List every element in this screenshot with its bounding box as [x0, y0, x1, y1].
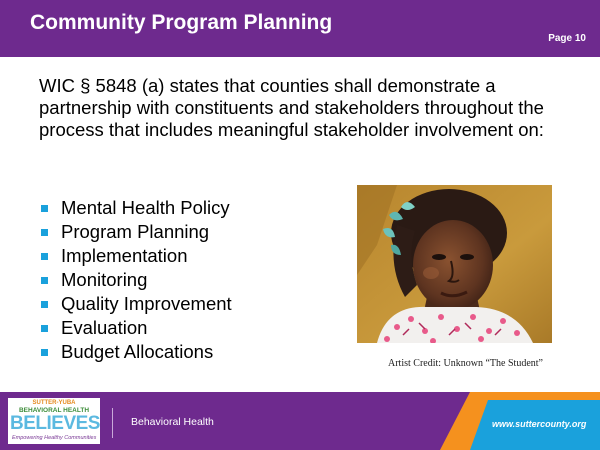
- bullet-text: Program Planning: [61, 221, 210, 242]
- bullet-text: Mental Health Policy: [61, 197, 230, 218]
- student-portrait-painting: [357, 185, 552, 343]
- slide-title: Community Program Planning: [30, 11, 333, 34]
- bullet-text: Monitoring: [61, 269, 148, 290]
- bullet-item: [39, 220, 232, 244]
- bullet-square-icon: [41, 349, 48, 356]
- believes-logo: [8, 398, 100, 444]
- artist-credit: Artist Credit: Unknown “The Student”: [388, 358, 543, 369]
- bullet-item: [39, 268, 232, 292]
- bullet-list: [39, 196, 232, 364]
- bullet-square-icon: [41, 253, 48, 260]
- bullet-item: [39, 196, 232, 220]
- logo-wordmark: BELIEVES: [10, 413, 100, 434]
- footer-divider: [112, 408, 113, 438]
- logo-line-1: SUTTER-YUBA: [32, 400, 76, 406]
- bullet-item: [39, 316, 232, 340]
- footer-section-label: Behavioral Health: [131, 416, 214, 428]
- title-bar: [0, 0, 600, 57]
- bullet-text: Quality Improvement: [61, 293, 232, 314]
- bullet-square-icon: [41, 301, 48, 308]
- bullet-text: Evaluation: [61, 317, 148, 338]
- logo-line-2: BEHAVIORAL HEALTH: [18, 407, 90, 414]
- bullet-text: Implementation: [61, 245, 188, 266]
- bullet-square-icon: [41, 277, 48, 284]
- bullet-square-icon: [41, 229, 48, 236]
- bullet-square-icon: [41, 325, 48, 332]
- bullet-item: [39, 244, 232, 268]
- bullet-text: Budget Allocations: [61, 341, 214, 362]
- website-link[interactable]: www.suttercounty.org: [492, 419, 587, 429]
- intro-paragraph: WIC § 5848 (a) states that counties shall demonstrate a partnership with constituents and stakeholders throughout the process that includes meaningful stakeholder involvement on:: [39, 75, 544, 140]
- page-number: Page 10: [548, 33, 586, 44]
- bullet-square-icon: [41, 205, 48, 212]
- bullet-item: [39, 292, 232, 316]
- logo-tagline: Empowering Healthy Communities: [12, 435, 97, 441]
- bullet-item: [39, 340, 232, 364]
